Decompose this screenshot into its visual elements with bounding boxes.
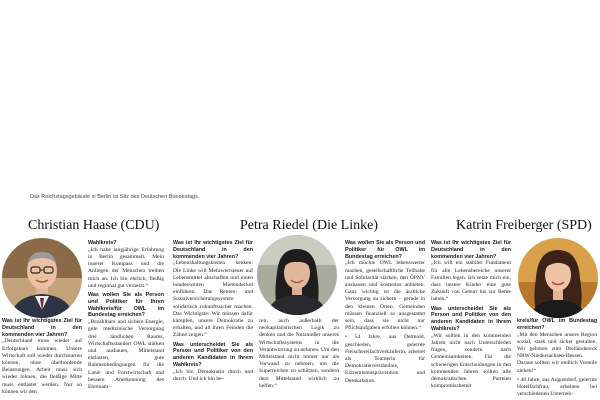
photo-caption: Das Reichstagsgebäude in Berlin ist Sitz des Deutschen Bundestags. <box>30 194 200 200</box>
portrait-riedel-image <box>257 235 337 315</box>
freiberger-question-1: Was ist Ihr wichtigstes Ziel für Deutschland in den kommenden vier Jahren? <box>431 240 511 260</box>
freiberger-answer-1: „Ich will ein stabiles Fundament für alle Lebensbereiche unserer Familien legen. Ich setze mich ein, dass unsere Kinder eine gute Zukunft von Geburt bis zur Rente haben.“ <box>431 260 511 303</box>
freiberger-question-3-tail: kreis/für OWL im Bundestag erreichen? <box>517 318 597 331</box>
freiberger-answer-2: „Wir sollten in den kommenden Jahren nicht nach Unterschieden fragen, sondern nach Gemeinsamkeiten. Für die schwierigen Entscheidungen in den kommenden Jahren sollten alle demokratischen Parteien kompromissbereit <box>431 332 511 390</box>
haase-question-1: Was ist Ihr wichtigstes Ziel für Deutschland in den kommenden vier Jahren? <box>2 318 82 338</box>
portrait-freiberger-image <box>518 238 598 318</box>
riedel-answer-2: „Ich bin Demokratin durch und durch. Und ich bin be- <box>173 368 253 383</box>
riedel-col-a <box>173 240 253 400</box>
haase-question-2-tail: Wahlkreis? <box>88 240 117 246</box>
freiberger-col-b <box>517 318 597 400</box>
candidate-name-riedel: Petra Riedel (Die Linke) <box>240 218 379 233</box>
haase-answer-2: „Ich habe langjährige Erfahrung in Berlin gesammelt. Mein innerer Kompass und die Anliegen der Menschen treiben mich an. Ich bin ehrlich, fleißig und regional gut vernetzt.“ <box>88 246 164 289</box>
portrait-haase-image <box>2 238 82 318</box>
portrait-freiberger <box>518 238 598 318</box>
riedel-answer-1: „Lebenshaltungskosten senken: Die Linke will Mehrwertsteuer auf Lebensmittel abschaffen und einen bundesweiten Mietendeckel einführen. Das Renten- und Sozialversicherungssystem solidarisch zukunftssicher machen. Das Wichtigste: Wir müssen dafür kämpfen, unsere Demokratie zu erhalten, und all ihren Feinden die Zähne zeigen.“ <box>173 260 253 339</box>
candidate-name-haase: Christian Haase (CDU) <box>28 218 160 233</box>
haase-answer-3: „Bezahlbare und sichere Energie, gute medizinische Versorgung drei ländlichen Raums, Wirtschaftsstandort OWL stärken und ausbauen, Mittelstand entlasten, gute Rahmenbedingungen für die Land- und Forstwirtschaft und bessere Anerkennung des Ehrenam- <box>88 319 164 391</box>
haase-col-b <box>88 240 164 400</box>
haase-question-3: Was wollen Sie als Person und Politiker für Ihren Wahlkreis/für OWL im Bundestag erreichen? <box>88 292 164 319</box>
riedel-answer-3: „Ich möchte OWL lebenswerter machen, gesellschaftliche Teilhabe und Solidarität stärken, den ÖPNV ausbauen und kostenlos anbieten. Ganz wichtig ist die ärztliche Versorgung zu sichern – gerade in den kleinen Orten. Gemeinden müssen finanziell so ausgestattet sein, dass sie nicht nur Pflichtaufgaben erfüllen können.“ <box>345 260 425 332</box>
riedel-bio: • 54 Jahre, aus Detmold, geschieden, gelernte Fleischereifachverkäuferin, arbeitet als Teamerin für Demokratieverständnis, Extremismusprävention und Deeskalation. <box>345 334 425 384</box>
freiberger-question-2: Was unterscheidet Sie als Person und Politiker von den anderen Kandidaten in Ihrem Wahlkreis? <box>431 305 511 332</box>
portrait-haase <box>2 238 82 318</box>
freiberger-bio: • 48 Jahre, aus Augustdorf, gelernte Hotelfachfrau, arbeitete bei verschiedenen Unterneh- <box>517 376 597 398</box>
riedel-answer-2-cont: reit, auch außerhalb der neokapitalistischen Logik zu denken und die Nutznießer unseres Wirtschaftssystems in die Verantwortung zu nehmen. Um den Mittelstand nicht immer nur als Vorwand zu nehmen, um die Superreichen zu schützen, sondern dem Mittelstand wirklich zu helfen.“ <box>259 318 339 389</box>
riedel-question-2: Was unterscheidet Sie als Person und Politiker von den anderen Kandidaten in Ihrem Wahlkreis? <box>173 341 253 369</box>
photo-area <box>0 0 600 190</box>
riedel-col-b <box>259 318 339 400</box>
candidate-name-freiberger: Katrin Freiberger (SPD) <box>456 218 592 233</box>
portrait-riedel <box>257 235 337 315</box>
freiberger-answer-3: „Mit den Menschen unsere Region sozial, stark und sicher gestalten. Wir gehören zum Dreiländereck NRW-Niedersachsen-Hessen. Daraus sollten wir endlich Vorteile ziehen!“ <box>517 331 597 374</box>
haase-answer-1: „Deutschland muss wieder auf Erfolgskurs kommen. Unsere Wirtschaft soll wieder durchstarten können, ohne überbordende Belastungen. Arbeit muss sich wieder lohnen, die fleißige Mitte muss entlastet werden. Nur so können wir den <box>2 338 82 395</box>
riedel-col-c <box>345 240 425 400</box>
freiberger-col-a <box>431 240 511 400</box>
riedel-question-3: Was wollen Sie als Person und Politiker für OWL im Bundestag erreichen? <box>345 240 425 260</box>
riedel-question-1: Was ist Ihr wichtigstes Ziel für Deutschland in den kommenden vier Jahren? <box>173 240 253 260</box>
haase-col-a <box>2 318 82 400</box>
